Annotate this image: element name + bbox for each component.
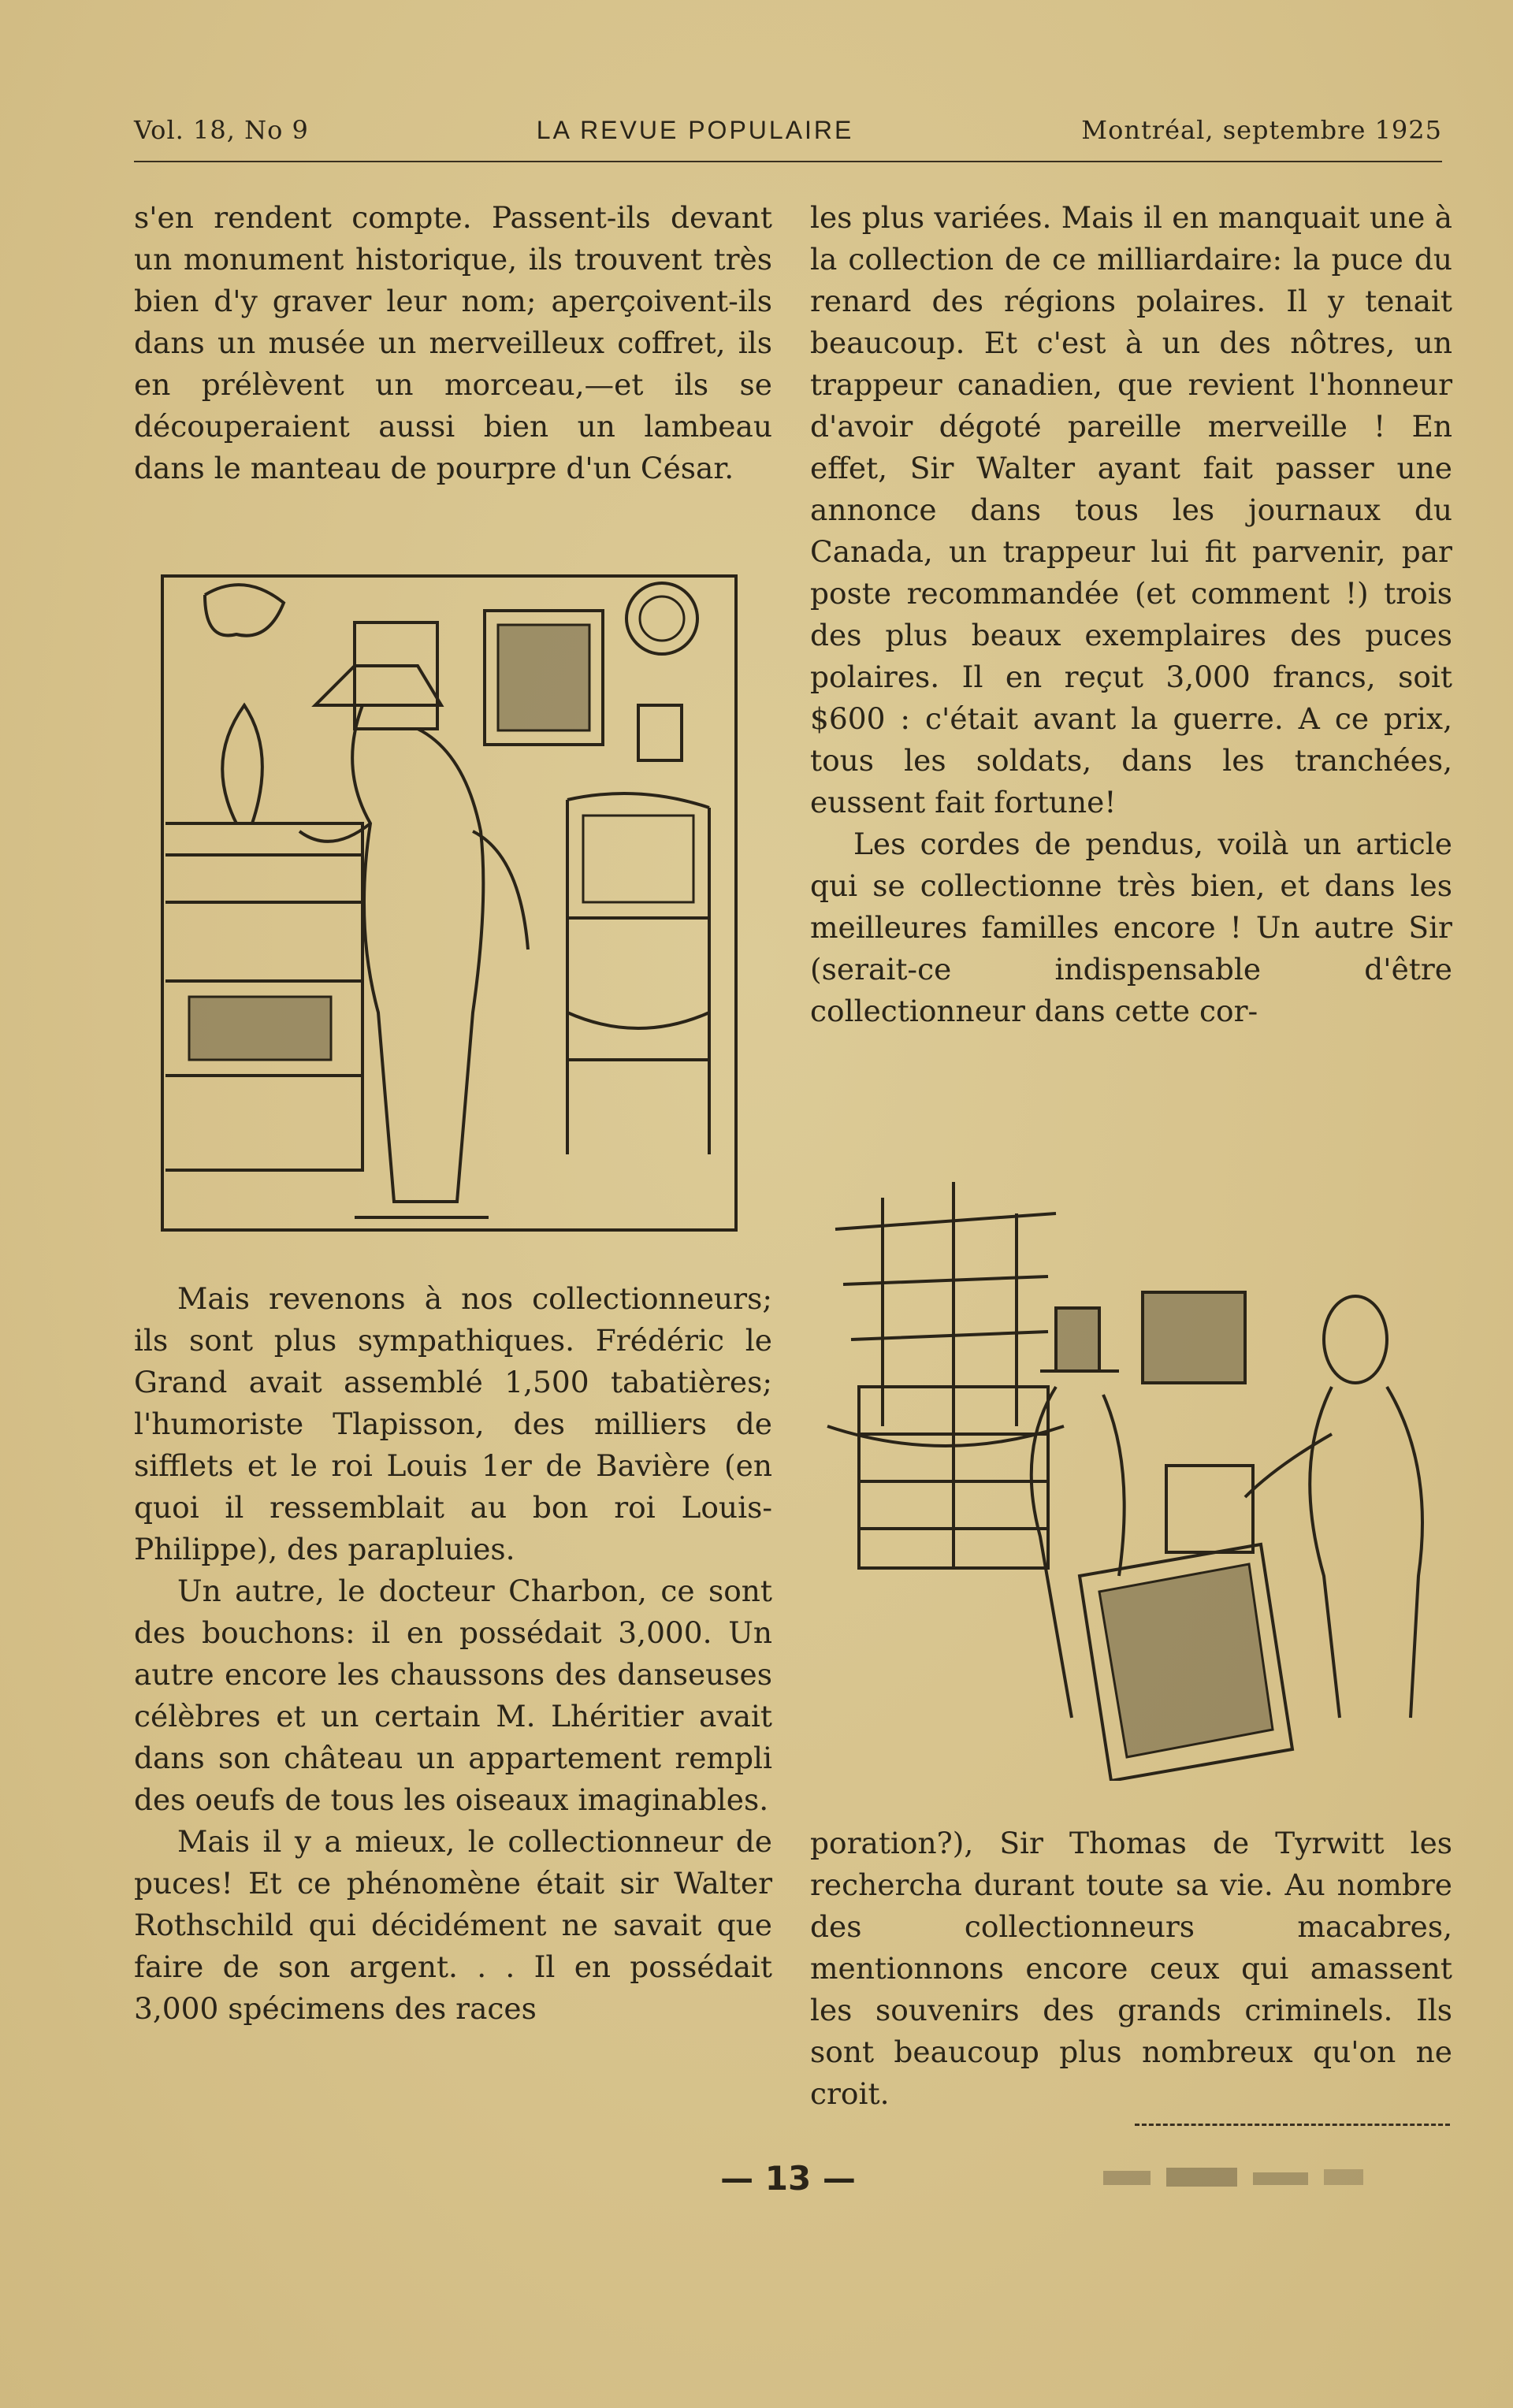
paragraph: Les cordes de pendus, voilà un article qui se collectionne très bien, et dans les meilleures familles encore ! Un autre Sir (serait-ce indispensable d'être collectionneur dans cette cor- — [810, 827, 1452, 1028]
paragraph: s'en rendent compte. Passent-ils devant un monument historique, ils trouvent très bien d'y graver leur nom; aperçoivent-ils dans un musée un merveilleux coffret, ils en prélèvent un morceau,—et ils se découperaient aussi bien un lambeau dans le manteau de pourpre d'un César. — [134, 200, 772, 485]
volume-issue: Vol. 18, No 9 — [134, 115, 309, 145]
paragraph: Mais revenons à nos collectionneurs; ils sont plus sympathiques. Frédéric le Grand avait assemblé 1,500 tabatières; l'humoriste Tlapisson, des milliers de sifflets et le roi Louis 1er de Bavière (en quoi il ressemblait au bon roi Louis-Philippe), des parapluies. — [134, 1281, 772, 1566]
issue-date: Montréal, septembre 1925 — [1081, 115, 1442, 145]
right-column-bottom — [810, 1823, 1452, 2115]
paragraph: Mais il y a mieux, le collectionneur de puces! Et ce phénomène était sir Walter Rothschild qui décidément ne savait que faire de son argent. . . Il en possédait 3,000 spécimens des races — [134, 1824, 772, 2026]
ink-smudge-decoration — [1087, 2163, 1418, 2194]
illustration-antique-room — [158, 571, 741, 1237]
header-rule — [134, 161, 1442, 162]
page-number: — 13 — — [720, 2159, 856, 2198]
article-end-rule — [1135, 2124, 1450, 2126]
paragraph: les plus variées. Mais il en manquait une à la collection de ce milliardaire: la puce du renard des régions polaires. Il y tenait beaucoup. Et c'est à un des nôtres, un trappeur canadien, que revient l'honneur d'avoir dégoté pareille merveille ! En effet, Sir Walter ayant fait passer une annonce dans tous les journaux du Canada, un trappeur lui fit parvenir, par poste recommandée (et comment !) trois des plus beaux exemplaires des puces polaires. Il en reçut 3,000 francs, soit $600 : c'était avant la guerre. A ce prix, tous les soldats, dans les tranchées, eussent fait fortune! — [810, 200, 1452, 819]
left-column-top — [134, 197, 772, 489]
paragraph: Un autre, le docteur Charbon, ce sont des bouchons: il en possédait 3,000. Un autre encore les chaussons des danseuses célèbres et un certain M. Lhéritier avait dans son château un appartement rempli des oeufs de tous les oiseaux imaginables. — [134, 1574, 772, 1817]
publication-title: LA REVUE POPULAIRE — [536, 115, 854, 144]
right-column-top — [810, 197, 1452, 1032]
running-header — [134, 110, 1442, 150]
paragraph: poration?), Sir Thomas de Tyrwitt les rechercha durant toute sa vie. Au nombre des collectionneurs macabres, mentionnons encore ceux qui amassent les souvenirs des grands criminels. Ils sont beaucoup plus nombreux qu'on ne croit. — [810, 1826, 1452, 2111]
left-column-bottom — [134, 1278, 772, 2030]
illustration-collectors-gallery — [820, 1166, 1450, 1781]
